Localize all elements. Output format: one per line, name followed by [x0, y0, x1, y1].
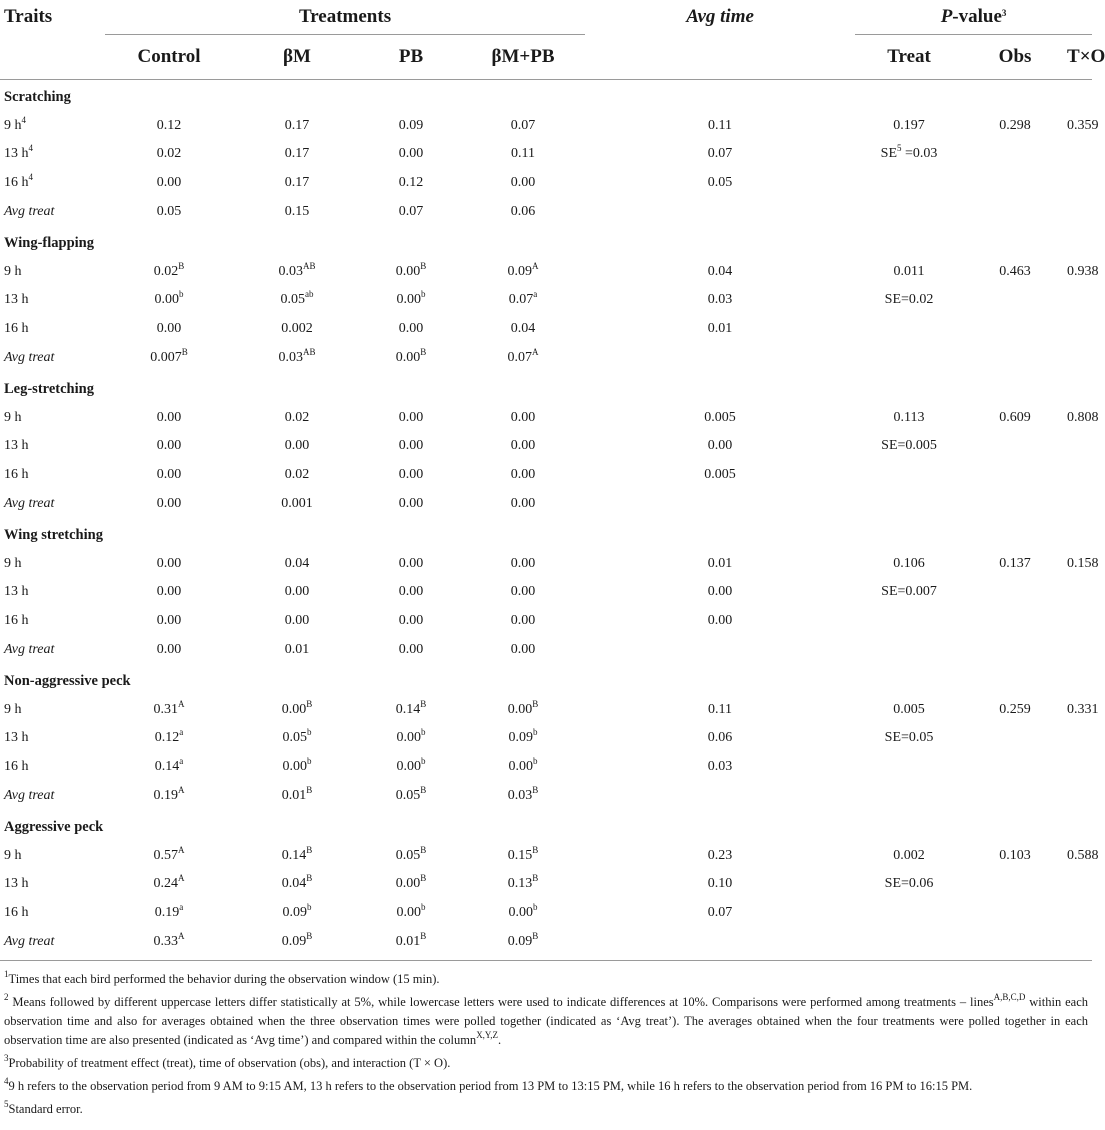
cell-bmpb: 0.07$^a$ — [508, 289, 538, 308]
cell-bmpb: 0.00 — [510, 467, 536, 483]
row-label: 13 h — [4, 876, 29, 892]
cell-obs — [963, 753, 1067, 782]
cell-treat — [855, 169, 963, 198]
row-label: 16 h — [4, 612, 29, 628]
cell-pb: 0.07 — [398, 203, 424, 219]
cell-txo: 0.588 — [1067, 847, 1099, 863]
cell-pb: 0.00$^b$ — [396, 901, 426, 920]
cell-obs — [963, 197, 1067, 226]
section-row — [0, 226, 1092, 258]
table-row — [0, 432, 1092, 461]
row-label: 13 h — [4, 584, 29, 600]
table-row — [0, 343, 1092, 372]
table-row — [0, 140, 1092, 169]
table-row — [0, 169, 1092, 198]
treat-header: Treat — [887, 46, 931, 67]
cell-bm: 0.02 — [284, 467, 310, 483]
row-label: 16 $h^4$ — [4, 172, 33, 191]
cell-avg-time: 0.005 — [704, 409, 736, 425]
cell-treat: SE=0.06 — [884, 876, 934, 892]
cell-obs — [963, 607, 1067, 636]
row-label: 16 h — [4, 467, 29, 483]
table-row — [0, 781, 1092, 810]
cell-txo — [1067, 315, 1092, 344]
cell-bm: 0.00 — [284, 584, 310, 600]
cell-bm: 0.15 — [284, 203, 310, 219]
cell-treat — [855, 343, 963, 372]
table-row — [0, 315, 1092, 344]
cell-avg-time: 0.05 — [707, 175, 733, 191]
cell-bmpb: $0.03^B$ — [507, 784, 539, 803]
cell-control: 0.00 — [156, 641, 182, 657]
table-row — [0, 578, 1092, 607]
cell-bmpb: 0.00 — [510, 495, 536, 511]
cell-bmpb: 0.09$^b$ — [508, 727, 538, 746]
cell-bm: 0.09$^b$ — [282, 901, 312, 920]
cell-bm: 0.00 — [284, 438, 310, 454]
obs-header: Obs — [998, 46, 1032, 67]
cell-control: 0.02 — [156, 146, 182, 162]
cell-txo — [1067, 578, 1092, 607]
cell-avg-time — [665, 781, 775, 810]
cell-pb: $0.05^B$ — [395, 844, 427, 863]
row-label: 13 h — [4, 730, 29, 746]
cell-txo — [1067, 753, 1092, 782]
cell-treat: 0.106 — [893, 555, 925, 571]
cell-avg-time: 0.00 — [707, 612, 733, 628]
cell-pb: 0.00 — [398, 409, 424, 425]
p-value-header: P-value$^3$ — [855, 0, 1092, 35]
cell-avg-time — [665, 635, 775, 664]
cell-treat — [855, 781, 963, 810]
cell-treat — [855, 315, 963, 344]
cell-txo — [1067, 781, 1092, 810]
cell-control: 0.00 — [156, 438, 182, 454]
cell-txo — [1067, 607, 1092, 636]
cell-bm: $0.14^B$ — [281, 844, 313, 863]
cell-control: $0.24^A$ — [153, 873, 185, 892]
cell-bmpb: $0.13^B$ — [507, 873, 539, 892]
cell-txo — [1067, 197, 1092, 226]
table-row — [0, 870, 1092, 899]
row-label: 16 h — [4, 321, 29, 337]
cell-control: 0.19$^a$ — [154, 901, 184, 920]
cell-pb: 0.00 — [398, 438, 424, 454]
traits-header: Traits — [4, 6, 53, 28]
cell-avg-time — [665, 489, 775, 518]
table-row — [0, 286, 1092, 315]
cell-txo — [1067, 461, 1092, 490]
cell-treat: 0.197 — [893, 117, 925, 133]
cell-txo — [1067, 870, 1092, 899]
table-row — [0, 635, 1092, 664]
section-title: Aggressive peck — [4, 818, 104, 835]
cell-treat: SE=0.02 — [884, 292, 934, 308]
cell-bmpb: 0.00 — [510, 641, 536, 657]
cell-pb: 0.00 — [398, 555, 424, 571]
cell-bm: $0.00^B$ — [281, 698, 313, 717]
cell-pb: $0.01^B$ — [361, 927, 461, 960]
cell-avg-time: 0.04 — [707, 263, 733, 279]
cell-control: $0.007^B$ — [150, 346, 188, 365]
cell-pb: 0.00$^b$ — [396, 727, 426, 746]
cell-bm: $0.03^{AB}$ — [278, 260, 316, 279]
cell-control: 0.00 — [156, 495, 182, 511]
cell-avg-time: 0.00 — [707, 438, 733, 454]
cell-obs — [963, 578, 1067, 607]
cell-txo: 0.158 — [1067, 555, 1099, 571]
cell-bmpb: $0.09^A$ — [507, 260, 539, 279]
avg-time-header: Avg time — [686, 6, 754, 28]
cell-bm: 0.001 — [281, 495, 313, 511]
cell-txo — [1067, 169, 1092, 198]
cell-obs — [963, 286, 1067, 315]
cell-control: $0.31^A$ — [153, 698, 185, 717]
cell-treat — [855, 461, 963, 490]
cell-pb: 0.00 — [398, 495, 424, 511]
cell-txo — [1067, 140, 1092, 169]
row-label: Avg treat — [4, 495, 55, 511]
cell-txo — [1067, 432, 1092, 461]
cell-pb: 0.00 — [398, 641, 424, 657]
cell-txo — [1067, 635, 1092, 664]
cell-avg-time: 0.11 — [708, 701, 733, 717]
cell-obs — [963, 927, 1067, 960]
cell-bm: 0.00$^b$ — [282, 755, 312, 774]
cell-control: 0.05 — [156, 203, 182, 219]
bm-header: βM — [283, 46, 311, 67]
cell-txo: 0.808 — [1067, 409, 1099, 425]
cell-bm: $0.03^{AB}$ — [278, 346, 316, 365]
cell-avg-time: 0.07 — [707, 146, 733, 162]
cell-obs: 0.463 — [999, 263, 1031, 279]
cell-treat — [855, 635, 963, 664]
cell-obs — [963, 781, 1067, 810]
cell-control: 0.00 — [156, 321, 182, 337]
cell-treat: 0.113 — [893, 409, 925, 425]
row-label: 16 h — [4, 904, 29, 920]
section-row — [0, 518, 1092, 550]
cell-bm: $0.01^B$ — [281, 784, 313, 803]
section-title: Leg-stretching — [4, 380, 94, 397]
cell-pb: 0.00 — [398, 146, 424, 162]
row-label: 13 h — [4, 438, 29, 454]
row-label: Avg treat — [4, 787, 55, 803]
row-label: 13 h — [4, 292, 29, 308]
pb-header: PB — [398, 46, 424, 67]
cell-bm: $0.09^B$ — [233, 927, 361, 960]
cell-pb: 0.12 — [398, 175, 424, 191]
cell-treat: SE=0.007 — [881, 584, 937, 600]
cell-treat — [855, 753, 963, 782]
row-label: Avg treat — [4, 349, 55, 365]
cell-control: 0.00 — [156, 584, 182, 600]
cell-pb: $0.05^B$ — [395, 784, 427, 803]
row-label: 9 h — [4, 847, 22, 863]
row-label: 9 h — [4, 555, 22, 571]
cell-treat: 0.011 — [893, 263, 925, 279]
table-row — [0, 489, 1092, 518]
cell-txo — [1067, 286, 1092, 315]
cell-avg-time: 0.03 — [707, 292, 733, 308]
section-title: Wing-flapping — [4, 234, 94, 251]
cell-bmpb: 0.00$^b$ — [508, 755, 538, 774]
txo-header: T×O — [1067, 46, 1105, 67]
cell-bmpb: 0.00 — [510, 438, 536, 454]
footnote-1: $^1$Times that each bird performed the behavior during the observation window (15 min). — [4, 969, 440, 986]
cell-bm: 0.05$^b$ — [282, 727, 312, 746]
cell-obs — [963, 169, 1067, 198]
cell-pb: 0.00 — [398, 467, 424, 483]
cell-obs — [963, 140, 1067, 169]
cell-control: 0.00 — [156, 555, 182, 571]
cell-avg-time: 0.11 — [708, 117, 733, 133]
cell-treat: SE=0.05 — [884, 730, 934, 746]
cell-bmpb: 0.04 — [510, 321, 536, 337]
cell-avg-time: 0.005 — [704, 467, 736, 483]
footnote-4: $^4$9 h refers to the observation period from 9 AM to 9:15 AM, 13 h refers to the observation period from 13 PM to 13:15 PM, while 16 h refers to the observation period from 16 PM to 16:15 PM. — [4, 1076, 973, 1093]
cell-treat: $SE^5 =0.03$ — [880, 143, 938, 162]
cell-avg-time: 0.06 — [707, 730, 733, 746]
footnote-3: $^3$Probability of treatment effect (treat), time of observation (obs), and interaction (T × O). — [4, 1053, 451, 1070]
cell-bm: 0.17 — [284, 117, 310, 133]
cell-bmpb: $0.15^B$ — [507, 844, 539, 863]
cell-control: 0.00 — [156, 409, 182, 425]
cell-obs: 0.103 — [999, 847, 1031, 863]
table-row — [0, 112, 1092, 141]
cell-bm: 0.01 — [284, 641, 310, 657]
cell-treat: 0.002 — [893, 847, 925, 863]
table-body — [0, 80, 1099, 961]
cell-txo — [1067, 899, 1092, 928]
cell-obs — [963, 899, 1067, 928]
cell-treat — [855, 927, 963, 960]
row-label: 16 h — [4, 758, 29, 774]
cell-bmpb: 0.00 — [510, 555, 536, 571]
cell-treat: SE=0.005 — [881, 438, 937, 454]
table-row — [0, 197, 1092, 226]
cell-bmpb: $0.09^B$ — [461, 927, 585, 960]
cell-pb: 0.00 — [398, 612, 424, 628]
cell-treat: 0.005 — [893, 701, 925, 717]
cell-bm: 0.00 — [284, 612, 310, 628]
cell-obs — [963, 432, 1067, 461]
cell-pb: 0.00$^b$ — [396, 289, 426, 308]
cell-txo: 0.359 — [1067, 117, 1099, 133]
treatments-header: Treatments — [105, 0, 585, 35]
table-row — [0, 550, 1092, 579]
cell-avg-time: 0.00 — [707, 584, 733, 600]
cell-bmpb: 0.00 — [510, 584, 536, 600]
cell-obs — [963, 635, 1067, 664]
row-label: Avg treat — [4, 641, 55, 657]
section-row — [0, 372, 1092, 404]
cell-pb: 0.00 — [398, 584, 424, 600]
cell-bmpb: $0.07^A$ — [507, 346, 539, 365]
cell-treat — [855, 197, 963, 226]
cell-bmpb: 0.00$^b$ — [508, 901, 538, 920]
row-label: Avg treat — [4, 203, 55, 219]
cell-control: 0.00 — [156, 612, 182, 628]
cell-avg-time: 0.10 — [707, 876, 733, 892]
cell-bm: 0.04 — [284, 555, 310, 571]
cell-avg-time — [665, 343, 775, 372]
cell-avg-time: 0.03 — [707, 758, 733, 774]
row-label: 9 h — [4, 409, 22, 425]
cell-pb: 0.00$^b$ — [396, 755, 426, 774]
cell-txo — [1067, 927, 1092, 960]
footnotes — [4, 970, 1088, 1123]
table-row — [0, 461, 1092, 490]
cell-treat — [855, 607, 963, 636]
cell-control: $0.33^A$ — [105, 927, 233, 960]
cell-control: 0.12 — [156, 117, 182, 133]
row-label: 13 $h^4$ — [4, 143, 33, 162]
cell-bmpb: 0.11 — [511, 146, 536, 162]
cell-txo: 0.331 — [1067, 701, 1099, 717]
cell-avg-time: 0.01 — [707, 555, 733, 571]
cell-control: $0.02^B$ — [153, 260, 185, 279]
cell-bmpb: 0.06 — [510, 203, 536, 219]
cell-bmpb: 0.00 — [510, 409, 536, 425]
footnote-2: $^2$ Means followed by different uppercase letters differ statistically at 5%, while lowercase letters were used to indicate differences at 10%. Comparisons were performed among treatments – lines$^{A,B,C,D}$ within each observation time and also for averages obtained when the three observation times were polled together (indicated as ‘Avg treat’). The averages obtained when the four treatments were polled together in each observation time are also presented (indicated as ‘Avg time’) and compared within the column$^{X,Y,Z}$. — [4, 992, 1089, 1047]
cell-bm: 0.002 — [281, 321, 313, 337]
footnote-5: $^5$Standard error. — [4, 1099, 83, 1116]
cell-bmpb: 0.00 — [510, 175, 536, 191]
cell-txo — [1067, 724, 1092, 753]
cell-obs: 0.609 — [999, 409, 1031, 425]
cell-bmpb: $0.00^B$ — [507, 698, 539, 717]
section-title: Wing stretching — [4, 526, 103, 543]
cell-obs: 0.298 — [999, 117, 1031, 133]
cell-txo: 0.938 — [1067, 263, 1099, 279]
control-header: Control — [137, 46, 201, 67]
cell-pb: $0.00^B$ — [395, 873, 427, 892]
section-title: Non-aggressive peck — [4, 672, 131, 689]
table-row — [0, 607, 1092, 636]
cell-control: $0.19^A$ — [153, 784, 185, 803]
cell-control: 0.00 — [156, 175, 182, 191]
row-label: 9 $h^4$ — [4, 114, 26, 133]
cell-avg-time — [665, 197, 775, 226]
cell-control: 0.00$^b$ — [154, 289, 184, 308]
cell-bm: 0.05$^{ab}$ — [280, 289, 314, 308]
cell-txo — [1067, 489, 1092, 518]
section-row — [0, 810, 1092, 842]
table-row — [0, 724, 1092, 753]
table-row — [0, 927, 1092, 960]
cell-avg-time: 0.23 — [707, 847, 733, 863]
table-row — [0, 841, 1092, 870]
cell-obs — [963, 724, 1067, 753]
table-row — [0, 899, 1092, 928]
cell-bmpb: 0.07 — [510, 117, 536, 133]
cell-pb: $0.00^B$ — [395, 346, 427, 365]
cell-avg-time: 0.07 — [707, 904, 733, 920]
cell-obs — [963, 870, 1067, 899]
table-row — [0, 258, 1092, 287]
cell-treat — [855, 899, 963, 928]
row-label: Avg treat — [0, 927, 105, 960]
cell-obs: 0.137 — [999, 555, 1031, 571]
cell-pb: 0.00 — [398, 321, 424, 337]
cell-control: 0.12$^a$ — [154, 727, 184, 746]
cell-bm: 0.02 — [284, 409, 310, 425]
cell-bm: $0.04^B$ — [281, 873, 313, 892]
cell-pb: 0.09 — [398, 117, 424, 133]
table-row — [0, 753, 1092, 782]
cell-bm: 0.17 — [284, 175, 310, 191]
section-row — [0, 664, 1092, 696]
cell-avg-time: 0.01 — [707, 321, 733, 337]
cell-txo — [1067, 343, 1092, 372]
row-label: 9 h — [4, 701, 22, 717]
cell-control: 0.14$^a$ — [154, 755, 184, 774]
cell-bm: 0.17 — [284, 146, 310, 162]
cell-obs — [963, 315, 1067, 344]
cell-control: $0.57^A$ — [153, 844, 185, 863]
bmpb-header: βM+PB — [491, 46, 555, 67]
cell-control: 0.00 — [156, 467, 182, 483]
cell-obs — [963, 489, 1067, 518]
table-row — [0, 404, 1092, 433]
section-row — [0, 80, 1092, 112]
cell-pb: $0.14^B$ — [395, 698, 427, 717]
cell-treat — [855, 489, 963, 518]
cell-pb: $0.00^B$ — [395, 260, 427, 279]
section-title: Scratching — [4, 88, 71, 105]
table-row — [0, 695, 1092, 724]
cell-obs: 0.259 — [999, 701, 1031, 717]
cell-avg-time — [665, 927, 775, 960]
row-label: 9 h — [4, 263, 22, 279]
cell-bmpb: 0.00 — [510, 612, 536, 628]
cell-obs — [963, 461, 1067, 490]
cell-obs — [963, 343, 1067, 372]
